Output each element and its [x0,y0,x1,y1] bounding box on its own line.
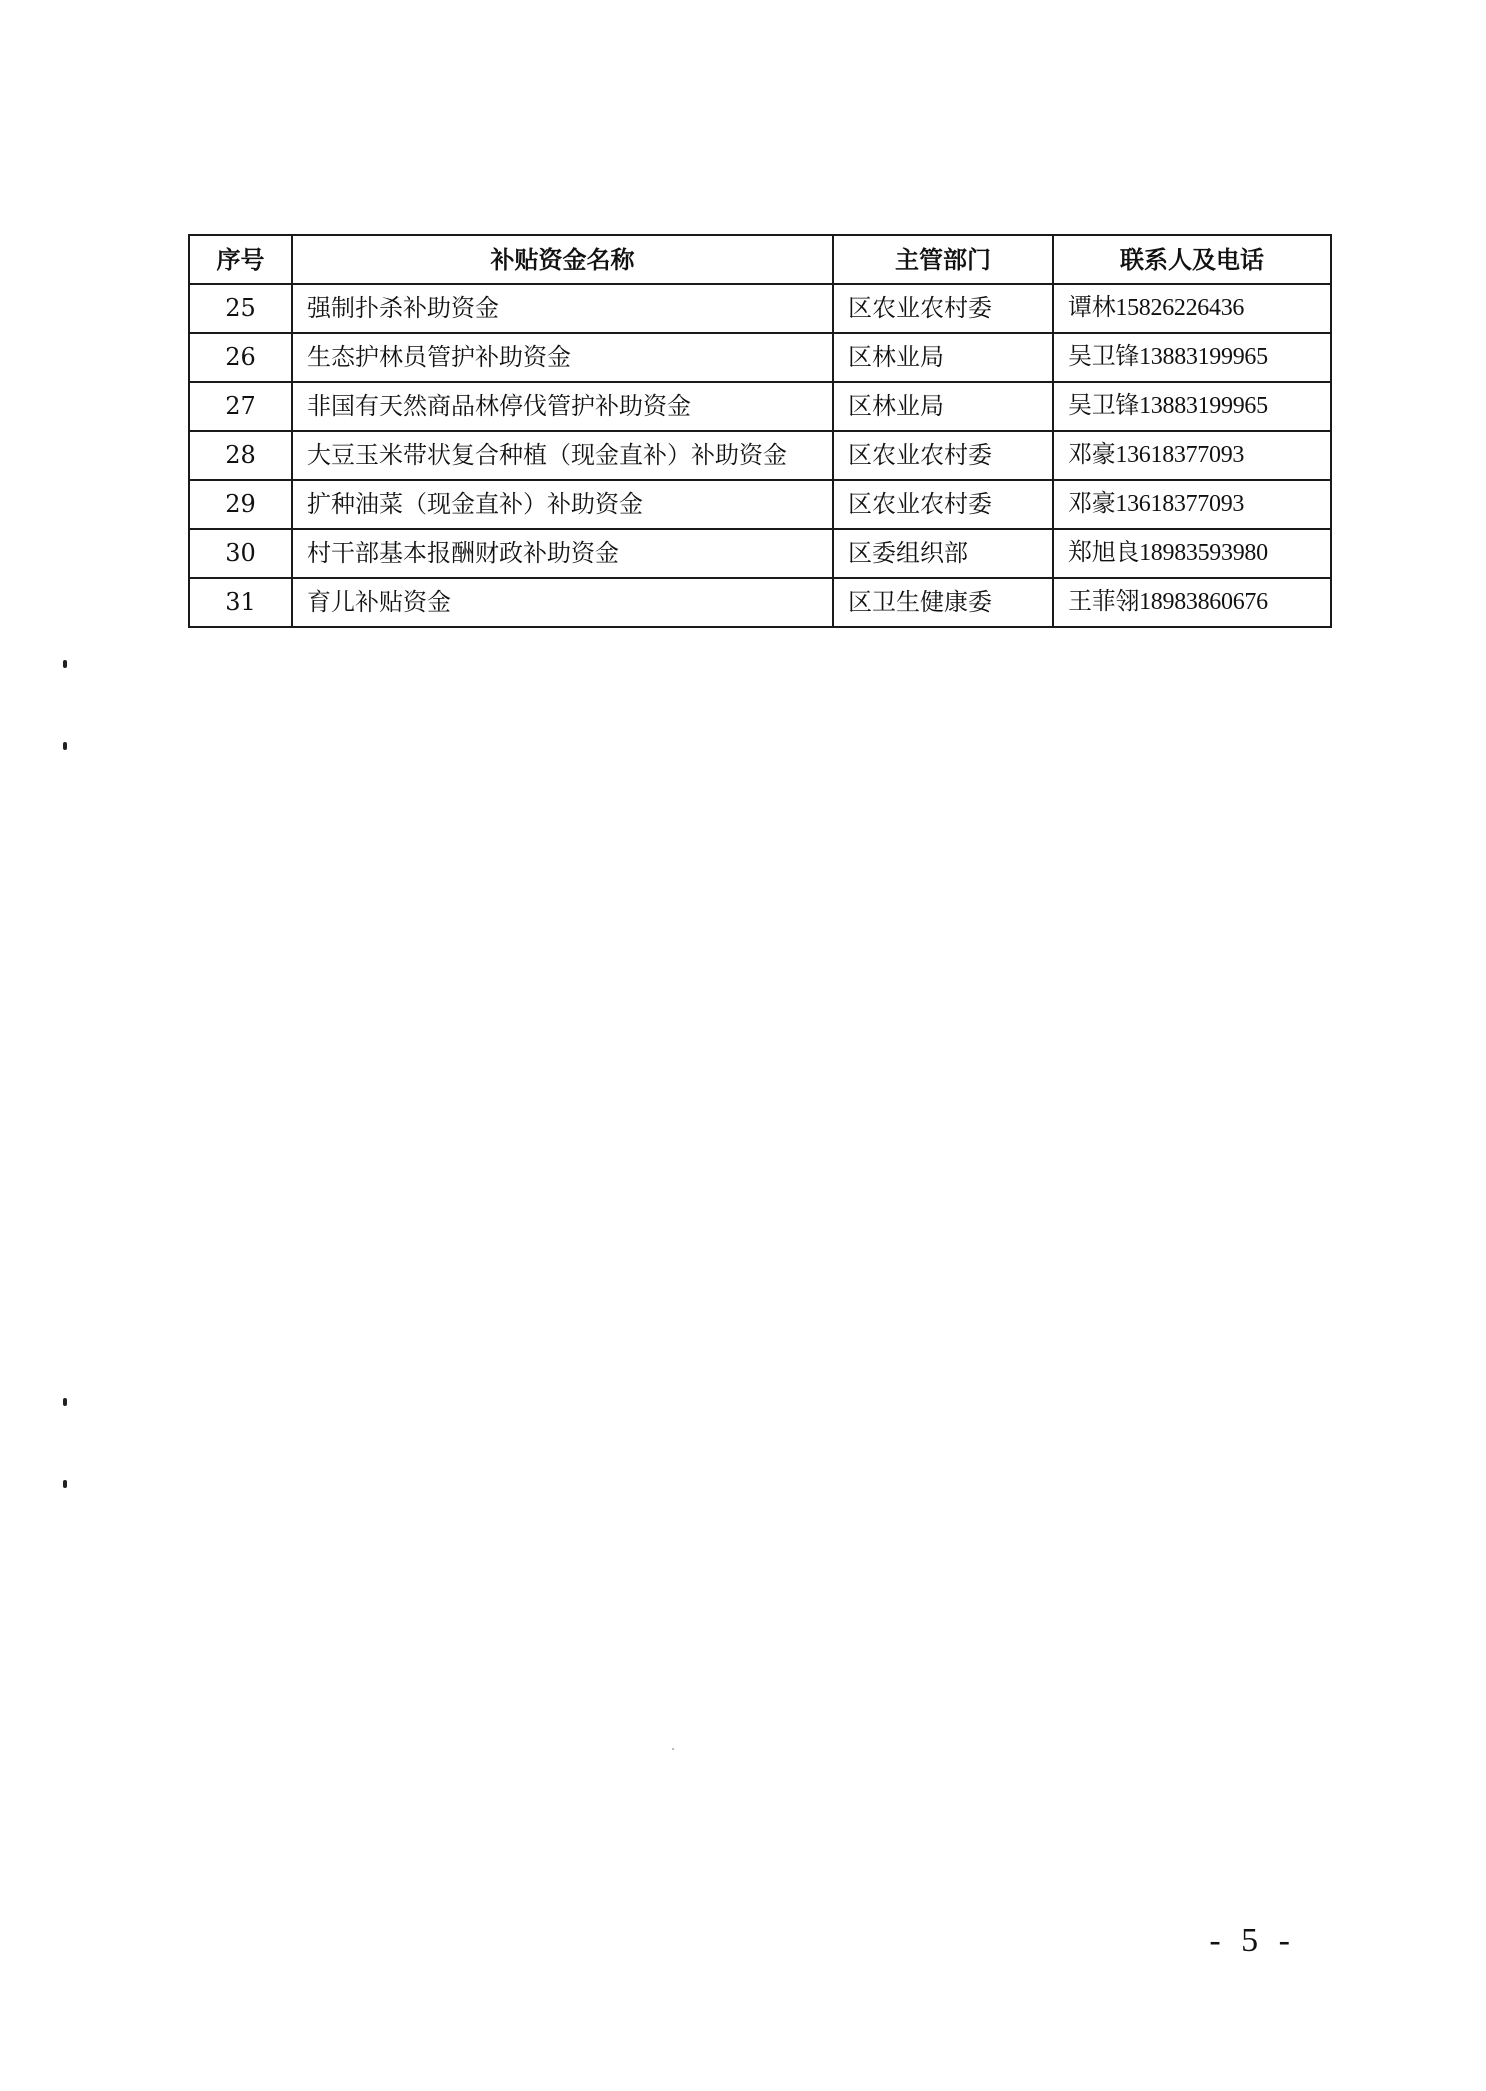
row-contact: 王菲翎18983860676 [1053,578,1331,627]
row-department: 区农业农村委 [833,431,1053,480]
row-department: 区卫生健康委 [833,578,1053,627]
row-contact: 谭林15826226436 [1053,284,1331,333]
row-contact: 郑旭良18983593980 [1053,529,1331,578]
binding-hole-mark [63,1398,67,1406]
row-department: 区委组织部 [833,529,1053,578]
binding-hole-mark [63,1480,67,1488]
table-row [189,333,1331,382]
row-contact: 吴卫锋13883199965 [1053,333,1331,382]
row-fund-name: 非国有天然商品林停伐管护补助资金 [292,382,833,431]
row-fund-name: 大豆玉米带状复合种植（现金直补）补助资金 [292,431,833,480]
header-contact: 联系人及电话 [1053,235,1331,284]
row-contact: 吴卫锋13883199965 [1053,382,1331,431]
table-row [189,284,1331,333]
header-no: 序号 [189,235,292,284]
table-row [189,529,1331,578]
binding-hole-mark [63,660,67,668]
row-no: 31 [189,578,292,627]
row-no: 29 [189,480,292,529]
header-fund-name: 补贴资金名称 [292,235,833,284]
table-row [189,578,1331,627]
row-department: 区林业局 [833,333,1053,382]
row-no: 25 [189,284,292,333]
table-row [189,480,1331,529]
scan-speck [672,1748,674,1750]
table-row [189,382,1331,431]
row-no: 26 [189,333,292,382]
page-number: - 5 - [1209,1922,1296,1959]
row-department: 区农业农村委 [833,480,1053,529]
table-row [189,431,1331,480]
row-department: 区农业农村委 [833,284,1053,333]
header-department: 主管部门 [833,235,1053,284]
table-header-row [189,235,1331,284]
row-fund-name: 育儿补贴资金 [292,578,833,627]
row-no: 27 [189,382,292,431]
subsidy-fund-table [188,234,1332,628]
row-no: 30 [189,529,292,578]
row-fund-name: 强制扑杀补助资金 [292,284,833,333]
binding-hole-mark [63,742,67,750]
row-fund-name: 村干部基本报酬财政补助资金 [292,529,833,578]
row-fund-name: 生态护林员管护补助资金 [292,333,833,382]
row-no: 28 [189,431,292,480]
row-department: 区林业局 [833,382,1053,431]
row-fund-name: 扩种油菜（现金直补）补助资金 [292,480,833,529]
row-contact: 邓豪13618377093 [1053,480,1331,529]
row-contact: 邓豪13618377093 [1053,431,1331,480]
